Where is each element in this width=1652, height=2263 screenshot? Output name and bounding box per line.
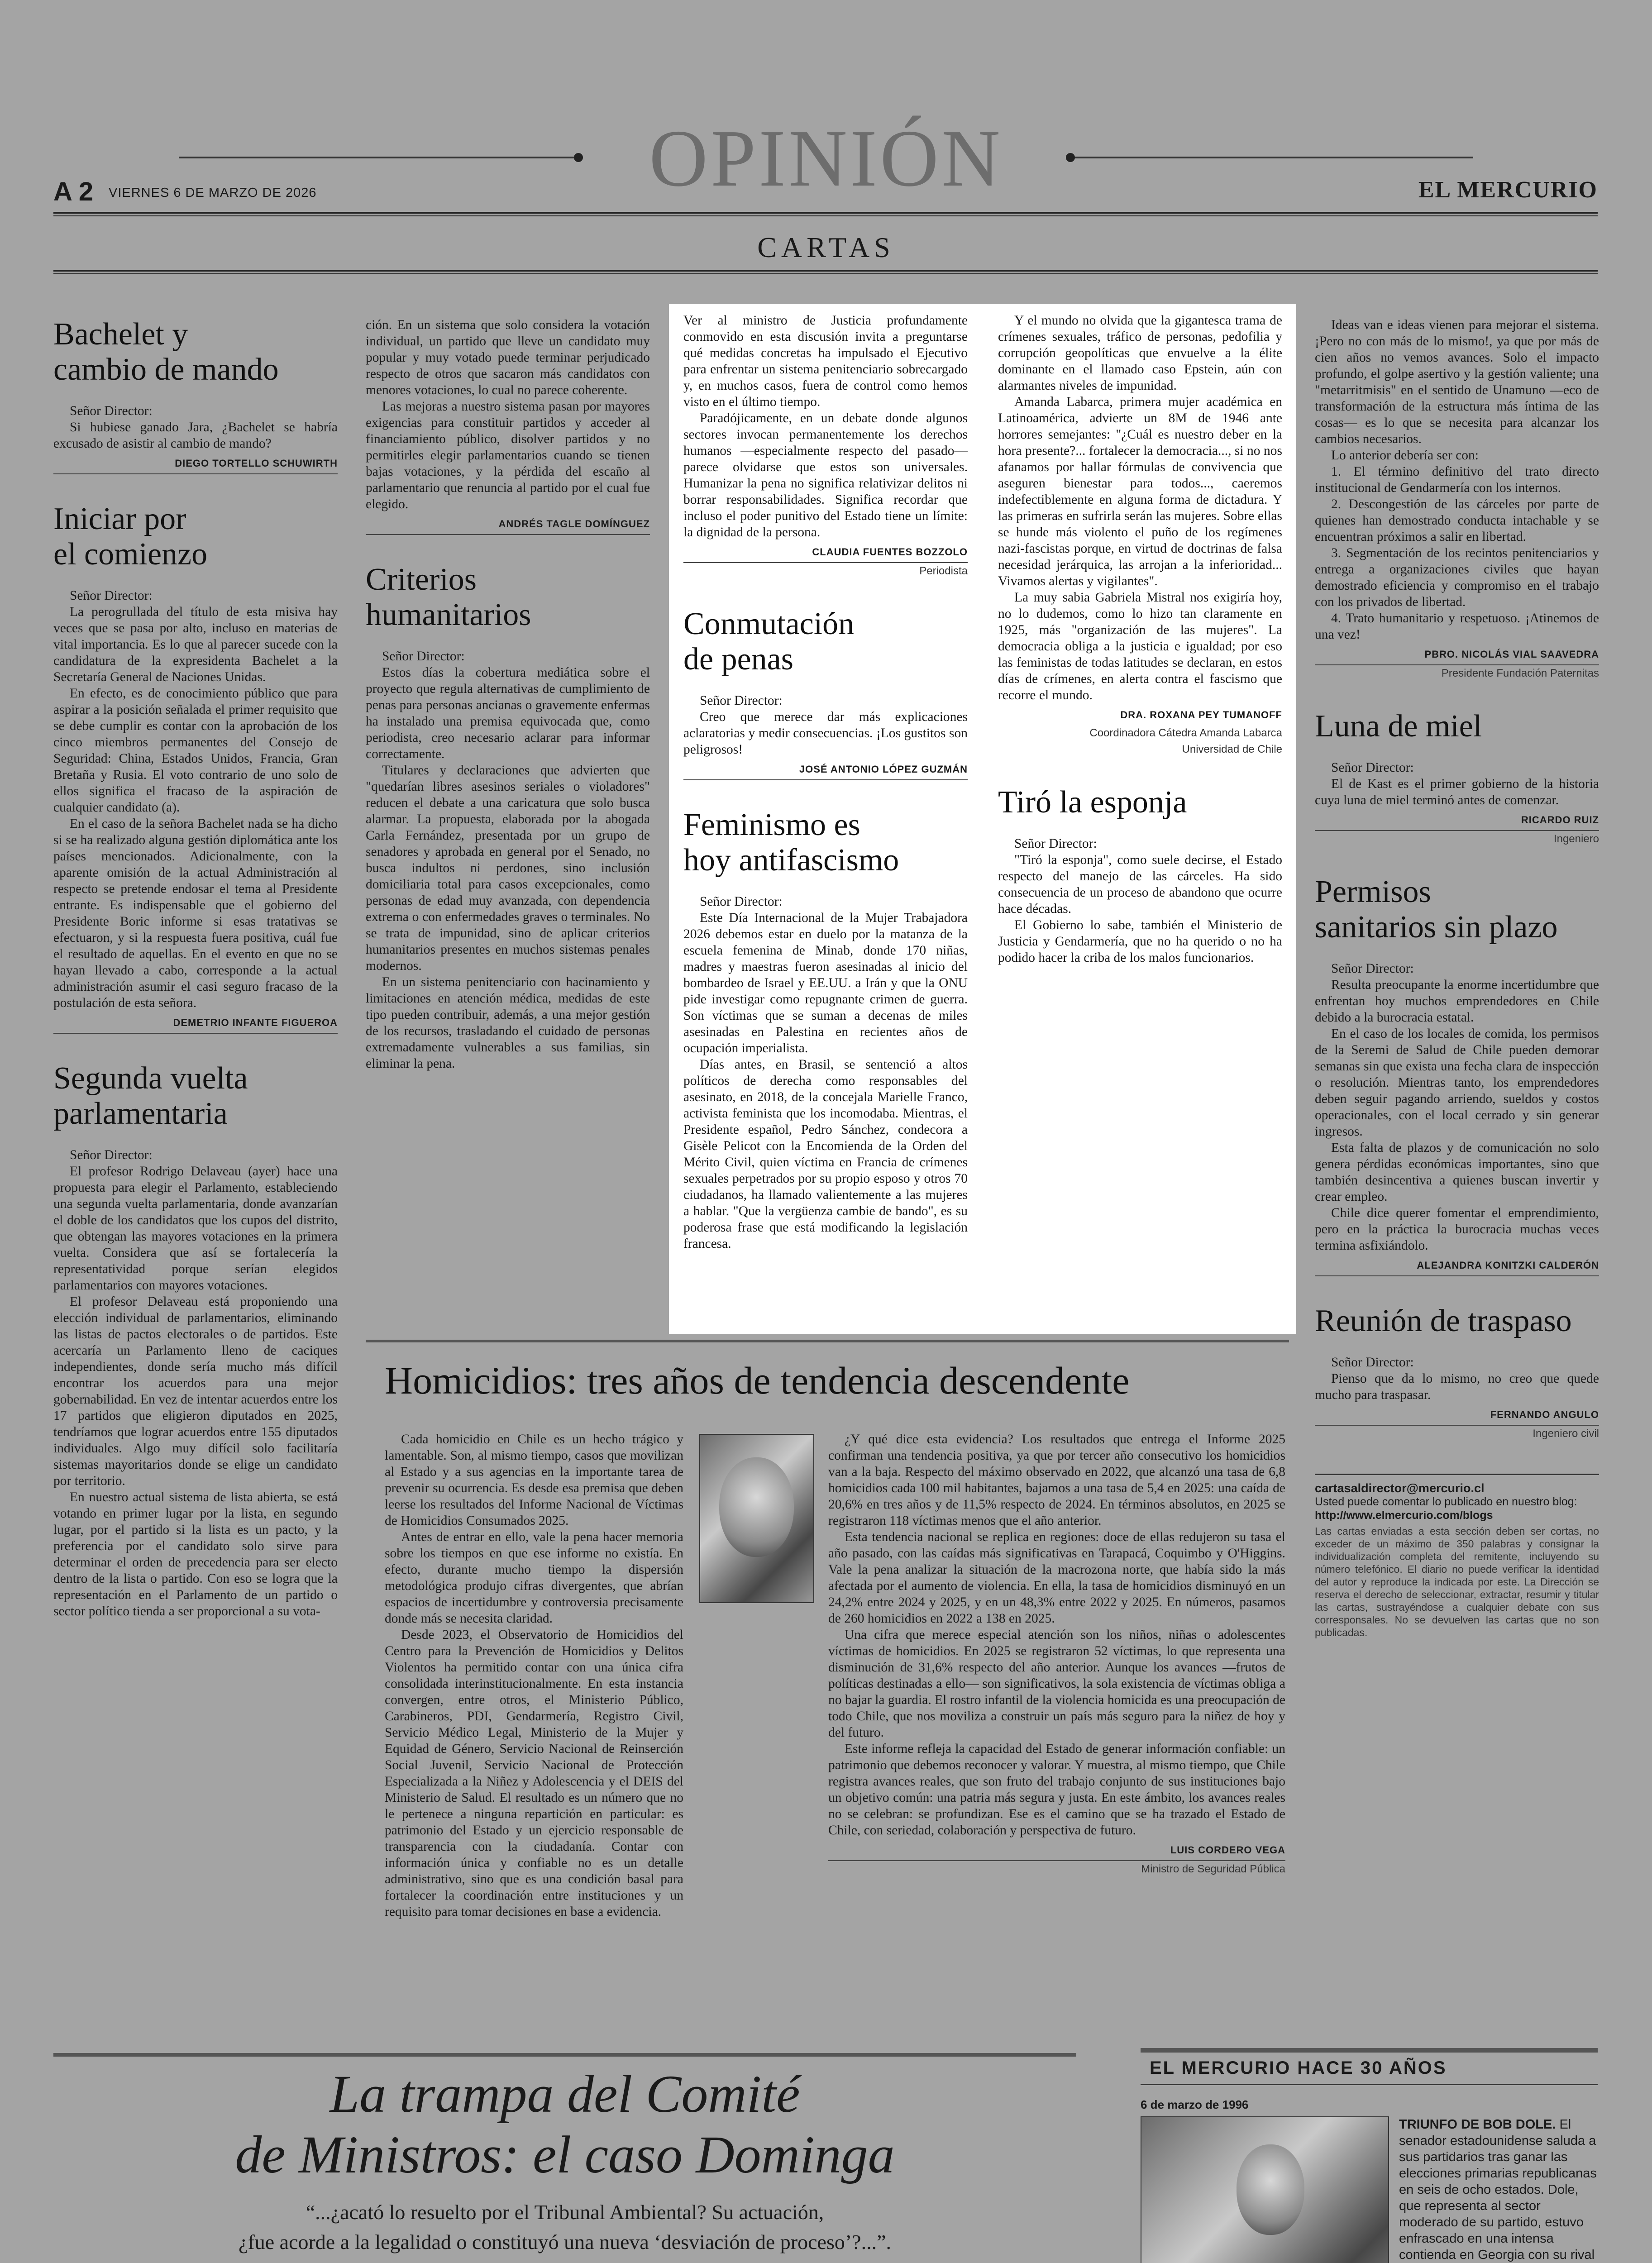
letter-body: Si hubiese ganado Jara, ¿Bachelet se habría excusado de asistir al cambio de mando? (53, 420, 338, 451)
news-photo-dole (1141, 2116, 1389, 2263)
article-paragraph: ¿Y qué dice esta evidencia? Los resultados que entrega el Informe 2025 confirman una tendencia positiva, ya que por tercer año consecutivo los homicidios van a la baja. Respecto del máximo observado en 2022, que alcanzó una tasa de 6,8 homicidios cada 100 mil habitantes, bajamos a una tasa de 5,4 en 2025: una caída de 20,6% en tres años y de 11,5% respecto de 2024. En términos absolutos, en 2025 se registraron 118 víctimas menos que el año anterior. (828, 1432, 1285, 1528)
salutation: Señor Director: (382, 649, 465, 664)
letter-paragraph: En el caso de los locales de comida, los permisos de la Seremi de Salud de Chile pueden demorar semanas sin que exista una fecha clara de inspección o resolución. Mientras tanto, los emprendedores deben seguir pagando arriendo, sueldos y costos operacionales, con el local cerrado y sin generar ingresos. (1315, 1026, 1599, 1139)
letter-paragraph: Estos días la cobertura mediática sobre el proyecto que regula alternativas de cumplimiento de penas para personas ancianas o gravemente enfermas ha instalado una premisa equivocada que, como periodista, creo necesario aclarar para informar correctamente. (366, 665, 650, 761)
trampa-pull-quote: “...¿acató lo resuelto por el Tribunal Ambiental? Su actuación, ¿fue acorde a la legalidad o constituyó una nueva ‘desviación de proceso’?...”. (239, 2201, 891, 2253)
newspaper-name: EL MERCURIO (1418, 177, 1598, 203)
author-role: Ministro de Seguridad Pública (1141, 1863, 1285, 1875)
archive-sidebar (1141, 2048, 1598, 2263)
letter-title-segunda: Segunda vuelta parlamentaria (53, 1061, 248, 1131)
letter-paragraph: 4. Trato humanitario y respetuoso. ¡Atinemos de una vez! (1315, 611, 1599, 642)
column-1 (53, 317, 338, 1619)
page-number: A 2 (53, 177, 94, 206)
salutation: Señor Director: (1331, 760, 1414, 775)
letter-paragraph: El Gobierno lo sabe, también el Ministerio de Justicia y Gendarmería, que no ha querido o no ha podido hacer la criba de los malos funcionarios. (998, 918, 1282, 965)
section-title: OPINIÓN (649, 113, 1003, 203)
homicidios-headline: Homicidios: tres años de tendencia descendente (385, 1359, 1130, 1402)
letter-title-esponja: Tiró la esponja (998, 785, 1187, 820)
masthead-rule-top (53, 212, 1598, 214)
blog-intro: Usted puede comentar lo publicado en nuestro blog: (1315, 1495, 1577, 1508)
trampa-rule-top (53, 2053, 1076, 2057)
letters-notice: Las cartas enviadas a esta sección deben ser cortas, no exceder de un máximo de 350 palabras y consignar la individualización completa del remitente, incluyendo su número telefónico. El diario no puede verificar la identidad del autor y reproduce la indicada por este. La Dirección se reserva el derecho de seleccionar, extractar, resumir y titular las cartas, sustrayéndose a cualquier debate con sus corresponsales. No se devuelven las cartas que no son publicadas. (1315, 1525, 1599, 1638)
signature-role: Universidad de Chile (1182, 743, 1282, 755)
column-3 (683, 312, 968, 1252)
letter-paragraph: Amanda Labarca, primera mujer académica en Latinoamérica, advierte un 8M de 1946 ante horrores semejantes: "¿Cuál es nuestro deber en la hora presente?... fortalecer la democracia..., si no nos afanamos por hallar fórmulas de convivencia que aseguren bienestar para todos..., caeremos indefectiblemente en alguna forma de dictadura. Y las primeras en sufrirla serán las mujeres. Sobre ellas se hunde más violento el puño de los regímenes nazi-fascistas porque, en virtud de doctrinas de falsa necesidad jerárquica, las arrojan a la inferioridad... Vivamos alertas y vigilantes". (998, 395, 1282, 588)
letter-paragraph: ción. En un sistema que solo considera la votación individual, un partido que lleve un candidato muy popular y muy votado puede terminar perjudicado respecto de otros que sacaron más candidatos con menores votaciones, lo cual no parece coherente. (366, 318, 650, 397)
signature: PBRO. NICOLÁS VIAL SAAVEDRA (1315, 646, 1599, 665)
letter-paragraph: Lo anterior debería ser con: (1331, 448, 1479, 463)
salutation: Señor Director: (1014, 836, 1097, 851)
salutation: Señor Director: (70, 404, 153, 418)
letter-paragraph: Este Día Internacional de la Mujer Trabajadora 2026 debemos estar en duelo por la matanza de la escuela femenina de Minab, donde 170 niñas, madres y maestras fueron asesinadas al inicio del bombardeo de Israel y EE.UU. a Irán y que la ONU pide investigar como repugnante crimen de guerra. Son víctimas que se suman a decenas de miles asesinadas en Palestina en recientes años de ocupación imperialista. (683, 911, 968, 1055)
masthead-rule-mid (53, 215, 1598, 216)
homicidios-rule-top (366, 1340, 1289, 1342)
column-2 (366, 317, 650, 1072)
letter-paragraph: Titulares y declaraciones que advierten que "quedarían libres asesinos seriales o violadores" reducen el debate a una caricatura que solo busca alarmar. La propuesta, elaborada por la abogada Carla Fernández, presentada por un grupo de senadores y aprobada en general por el Senado, no busca indultos ni perdones, sino inclusión domiciliaria total para casos excepcionales, como personas de edad muy avanzada, con dependencia extrema o con enfermedades graves o terminales. No se trata de impunidad, sino de aplicar criterios humanitarios presentes en muchos sistemas penales modernos. (366, 763, 650, 973)
signature: FERNANDO ANGULO (1315, 1407, 1599, 1426)
letter-body: Pienso que da lo mismo, no creo que quede mucho para traspasar. (1315, 1371, 1599, 1402)
article-paragraph: Desde 2023, el Observatorio de Homicidios del Centro para la Prevención de Homicidios y Delitos Violentos ha permitido contar con una única cifra consolidada interinstitucionalmente. En esta instancia convergen, entre otros, el Ministerio Público, Carabineros, PDI, Gendarmería, Registro Civil, Servicio Médico Legal, Ministerio de la Mujer y Equidad de Género, Servicio Nacional de Reinserción Social Juvenil, Servicio Nacional de Protección Especializada a la Niñez y Adolescencia y el DEIS del Ministerio de Salud. El resultado es un número que no le pertenece a ninguna repartición en particular: es patrimonio del Estado y un ejercicio responsable de transparencia con la ciudadanía. Contar con información única y confiable no es un detalle administrativo, sino que es una condición basal para fortalecer la coordinación entre instituciones y un requisito para tomar decisiones en base a evidencia. (385, 1628, 683, 1919)
signature-role: Presidente Fundación Paternitas (1441, 667, 1599, 679)
masthead-rule-bottom-thin (53, 273, 1598, 274)
signature: DIEGO TORTELLO SCHUWIRTH (53, 455, 338, 474)
letter-paragraph: La muy sabia Gabriela Mistral nos exigiría hoy, no lo dudemos, como lo hizo tan claramente en 1925, más "organización de las mujeres". La democracia obliga a la justicia e igualdad; por eso las feministas de todas latitudes se declaran, en estos días de crímenes, en alerta contra el fascismo que recorre el mundo. (998, 590, 1282, 702)
letter-paragraph: Y el mundo no olvida que la gigantesca trama de crímenes sexuales, tráfico de personas, pedofilia y corrupción geopolíticas que envuelve a la élite dominante en el llamado caso Epstein, aún con alarmantes niveles de impunidad. (998, 313, 1282, 393)
letter-title-conmutacion: Conmutación de penas (683, 606, 855, 677)
signature: DRA. ROXANA PEY TUMANOFF (1120, 709, 1282, 721)
signature: JOSÉ ANTONIO LÓPEZ GUZMÁN (683, 761, 968, 780)
signature: ANDRÉS TAGLE DOMÍNGUEZ (366, 516, 650, 535)
author-photo (699, 1434, 814, 1603)
subsection-title: CARTAS (757, 231, 895, 263)
letter-paragraph: Resulta preocupante la enorme incertidumbre que enfrentan hoy muchos emprendedores en Chile debido a la burocracia estatal. (1315, 978, 1599, 1025)
article-paragraph: Esta tendencia nacional se replica en regiones: doce de ellas redujeron su tasa el año pasado, con las caídas más significativas en Tarapacá, Coquimbo y O'Higgins. Vale la pena analizar la situación de la macrozona norte, que había sido la más afectada por el aumento de violencia. En ella, la tasa de homicidios disminuyó en un 24,2% entre 2024 y 2025, y en un 48,3% entre 2022 y 2025. En números, pasamos de 260 homicidios en 2022 a 138 en 2025. (828, 1530, 1285, 1626)
article-paragraph: Una cifra que merece especial atención son los niños, niñas o adolescentes víctimas de homicidios. En 2025 se registraron 52 víctimas, lo que representa una disminución de 31,6% respecto del año anterior. Aunque los avances —frutos de políticas destinadas a ello— son significativos, la sola existencia de víctimas obliga a no bajar la guardia. El rostro infantil de la violencia homicida es una preocupación de todo Chile, que nos moviliza a construir un país más seguro para la niñez de hoy y del futuro. (828, 1628, 1286, 1740)
letter-paragraph: Las mejoras a nuestro sistema pasan por mayores exigencias para constituir partidos y acceder al financiamiento público, disolver partidos y no permitirles elegir parlamentarios cuando se tienen bajas votaciones, y la pérdida del escaño al parlamentario que renuncia al partido por el cual fue elegido. (366, 399, 650, 511)
letter-paragraph: Esta falta de plazos y de comunicación no solo genera pérdidas económicas importantes, sino que también desincentiva a quienes buscan invertir y crear empleo. (1315, 1141, 1599, 1204)
signature: CLAUDIA FUENTES BOZZOLO (683, 544, 968, 563)
letter-title-permisos: Permisos sanitarios sin plazo (1315, 874, 1558, 945)
letter-paragraph: La perogrullada del título de esta misiva hay veces que se pasa por alto, incluso en materias de vital importancia. Es lo que al parecer sucede con la candidatura de la expresidenta Bachelet a la Secretaría General de Naciones Unidas. (53, 605, 338, 684)
masthead-rule-left (179, 157, 577, 158)
letter-title-criterios: Criterios humanitarios (366, 562, 531, 632)
letter-paragraph: En un sistema penitenciario con hacinamiento y limitaciones en atención médica, medidas de este tipo pueden contribuir, además, a una mejor gestión de los recursos, trasladando el cuidado de personas extremadamente vulnerables a sus familias, sin eliminar la pena. (366, 975, 650, 1071)
signature-role: Coordinadora Cátedra Amanda Labarca (1089, 727, 1282, 739)
letter-paragraph: Ideas van e ideas vienen para mejorar el sistema. ¡Pero no con más de lo mismo!, ya que por más de cien años no vemos avances. Solo el impacto profundo, el golpe asertivo y la gestión valiente; una "metarritmisis" en el sentido de Unamuno —eco de transformación de la estructura más íntima de las cosas— es lo que se necesita para alcanzar los cambios necesarios. (1315, 318, 1599, 446)
signature: RICARDO RUIZ (1315, 812, 1599, 831)
hace30-item-triunfo: TRIUNFO DE BOB DOLE. El senador estadounidense saluda a sus partidarios tras ganar las elecciones primarias republicanas en seis de ocho estados. Dole, que representa al sector moderado de su partido, estuvo enfrascado en una intensa contienda en Georgia con su rival (1399, 2117, 1597, 2262)
letter-title-luna: Luna de miel (1315, 709, 1482, 744)
salutation: Señor Director: (70, 1148, 153, 1162)
letter-paragraph: 3. Segmentación de los recintos penitenciarios y entrega a organizaciones civiles que hayan demostrado eficiencia y compromiso en el trabajo con los privados de libertad. (1315, 546, 1599, 609)
letter-paragraph: 2. Descongestión de las cárceles por parte de quienes han demostrado conducta intachable y se encuentran próximos a salir en libertad. (1315, 497, 1599, 544)
article-paragraph: Este informe refleja la capacidad del Estado de generar información confiable: un patrimonio que debemos reconocer y valorar. Y muestra, al mismo tiempo, que Chile registra avances reales, que son fruto del trabajo conjunto de sus instituciones bajo un objetivo común: una patria más segura y justa. En este ámbito, los avances reales no se celebran: se profundizan. Ese es el camino que se ha trazado el Estado de Chile, con seriedad, colaboración y perspectiva de futuro. (828, 1742, 1285, 1838)
salutation: Señor Director: (70, 588, 153, 603)
author-signature: LUIS CORDERO VEGA (828, 1842, 1285, 1861)
letter-title-bachelet: Bachelet y cambio de mando (53, 317, 279, 387)
homicidios-column-2 (828, 1431, 1285, 1877)
letter-paragraph: "Tiró la esponja", como suele decirse, el Estado respecto del manejo de las cárceles. Ha sido consecuencia de un proceso de abandono que ocurre hace décadas. (998, 853, 1282, 916)
letters-email-link[interactable]: cartasaldirector@mercurio.cl (1315, 1481, 1485, 1495)
masthead-rule-right (1073, 157, 1473, 158)
salutation: Señor Director: (1331, 1355, 1414, 1370)
signature: DEMETRIO INFANTE FIGUEROA (53, 1015, 338, 1034)
letter-paragraph: Chile dice querer fomentar el emprendimiento, pero en la práctica la burocracia muchas veces termina asfixiándolo. (1315, 1206, 1599, 1253)
salutation: Señor Director: (700, 693, 783, 708)
article-paragraph: Antes de entrar en ello, vale la pena hacer memoria sobre los tiempos en que ese informe no existía. En efecto, durante mucho tiempo la dispersión metodológica produjo cifras divergentes, que abrían espacios de incertidumbre y controversia precisamente donde más se necesita claridad. (385, 1530, 683, 1626)
letter-title-feminismo: Feminismo es hoy antifascismo (683, 807, 899, 878)
blog-link[interactable]: http://www.elmercurio.com/blogs (1315, 1509, 1493, 1522)
signature: ALEJANDRA KONITZKI CALDERÓN (1315, 1257, 1599, 1276)
issue-date: VIERNES 6 DE MARZO DE 2026 (109, 186, 317, 200)
letter-paragraph: Ver al ministro de Justicia profundamente conmovido en esta discusión invita a preguntarse qué medidas concretas ha impulsado el Ejecutivo para enfrentar un sistema penitenciario sobrecargado y, en muchos casos, fuera de control como hemos visto en el último tiempo. (683, 313, 968, 409)
signature-role: Ingeniero (1553, 833, 1599, 845)
letter-paragraph: 1. El término definitivo del trato directo institucional de Gendarmería con los internos. (1315, 464, 1599, 495)
letter-title-comienzo: Iniciar por el comienzo (53, 501, 208, 572)
letter-body: Creo que merece dar más explicaciones aclaratorias y medir consecuencias. ¡Los gustitos son peligrosos! (683, 710, 968, 757)
salutation: Señor Director: (700, 894, 783, 909)
author-face (719, 1457, 794, 1557)
article-paragraph: Cada homicidio en Chile es un hecho trágico y lamentable. Son, al mismo tiempo, casos que movilizan al Estado y a sus agencias en la importante tarea de prevenir su ocurrencia. Es desde esa premisa que deben leerse los resultados del Informe Nacional de Víctimas de Homicidios Consumados 2025. (385, 1432, 683, 1528)
hace30-date: 6 de marzo de 1996 (1141, 2098, 1249, 2111)
letter-paragraph: En nuestro actual sistema de lista abierta, se está votando en primer lugar por la lista, en segundo lugar, por el partido si la lista es un pacto, y la preferencia por el candidato solo sirve para determinar el orden de precedencia para ser electo dentro de la lista o partido. Con eso se logra que la representación en el Parlamento de un partido o sector político tienda a ser proporcional a su vota- (53, 1490, 338, 1618)
signature-role: Ingeniero civil (1533, 1428, 1599, 1440)
contact-box (1315, 1474, 1599, 1639)
letter-paragraph: En el caso de la señora Bachelet nada se ha dicho si se ha realizado alguna gestión diplomática ante los países mencionados. Adicionalmente, con la aparente omisión de la actual Administración al respecto se pretende endosar el tema al Presidente entrante. Es indispensable que el gobierno del Presidente Boric informe si esas tratativas se efectuaron, y si la respuesta fuera positiva, cuál fue el resultado de aquellas. En el evento en que no se hayan llevado a cabo, corresponde a la actual administración asumir el casi seguro fracaso de la postulación de esta señora. (53, 816, 338, 1010)
salutation: Señor Director: (1331, 961, 1414, 976)
letter-body: El de Kast es el primer gobierno de la historia cuya luna de miel terminó antes de comenzar. (1315, 777, 1599, 807)
letter-paragraph: Paradójicamente, en un debate donde algunos sectores invocan permanentemente los derechos humanos —especialmente respecto del pasado— parece olvidarse que estos son universales. Humanizar la pena no significa relativizar delitos ni borrar responsabilidades. Significa recordar que incluso el poder punitivo del Estado tiene un límite: la dignidad de la persona. (683, 411, 968, 539)
trampa-title: La trampa del Comité de Ministros: el caso Dominga (235, 2064, 895, 2184)
hace30-header: EL MERCURIO HACE 30 AÑOS (1141, 2048, 1598, 2085)
column-5 (1315, 317, 1599, 1639)
column-4 (998, 312, 1282, 966)
masthead-dot-left (574, 153, 583, 162)
letter-paragraph: Días antes, en Brasil, se sentenció a altos políticos de derecha como responsables del asesinato, en 2018, de la concejala Marielle Franco, activista feminista que los incomodaba. Mientras, el Presidente español, Pedro Sánchez, condecora a Gisèle Pelicot con la Encomienda de la Orden del Mérito Civil, quien víctima en Francia de crímenes sexuales perpetrados por su propio esposo y otros 70 ciudadanos, ha llamado valientemente a las mujeres a hablar. "Que la vergüenza cambie de bando", es su poderosa frase que está modificando la legislación francesa. (683, 1057, 968, 1251)
homicidios-column-1 (385, 1431, 683, 1920)
masthead-rule-bottom (53, 270, 1598, 272)
letter-paragraph: El profesor Delaveau está proponiendo una elección individual de parlamentarios, eliminando las listas de pactos electorales o de partidos. Este acercaría un Parlamento lleno de caciques independientes, donde sería mucho más difícil encontrar los acuerdos para una mejor gobernabilidad. En vez de intentar acuerdos entre los 17 partidos que eligieron diputados en 2025, tendríamos que lograr acuerdos entre 155 diputados individuales. Algo muy difícil solo facilitaría sistemas mayoritarios donde se elige un candidato por territorio. (53, 1294, 338, 1488)
letter-paragraph: El profesor Rodrigo Delaveau (ayer) hace una propuesta para elegir el Parlamento, estableciendo una segunda vuelta parlamentaria, donde avanzarían el doble de los candidatos que los cupos del distrito, que obtengan las mayores votaciones en la primera vuelta. Considera que así se fortalecería la representatividad porque serían elegidos parlamentarios con mayores votaciones. (53, 1164, 338, 1293)
signature-role: Periodista (919, 565, 968, 577)
masthead (0, 0, 1652, 281)
letter-title-traspaso: Reunión de traspaso (1315, 1303, 1572, 1338)
photo-face (1237, 2144, 1304, 2235)
letter-paragraph: En efecto, es de conocimiento público que para aspirar a la posición señalada el primer requisito que se debe cumplir es contar con la aprobación de los cinco miembros permanentes del Consejo de Seguridad: China, Estados Unidos, Francia, Gran Bretaña y Rusia. El voto contrario de uno solo de ellos significa el fracaso de la aspiración de cualquier candidato (a). (53, 686, 338, 815)
